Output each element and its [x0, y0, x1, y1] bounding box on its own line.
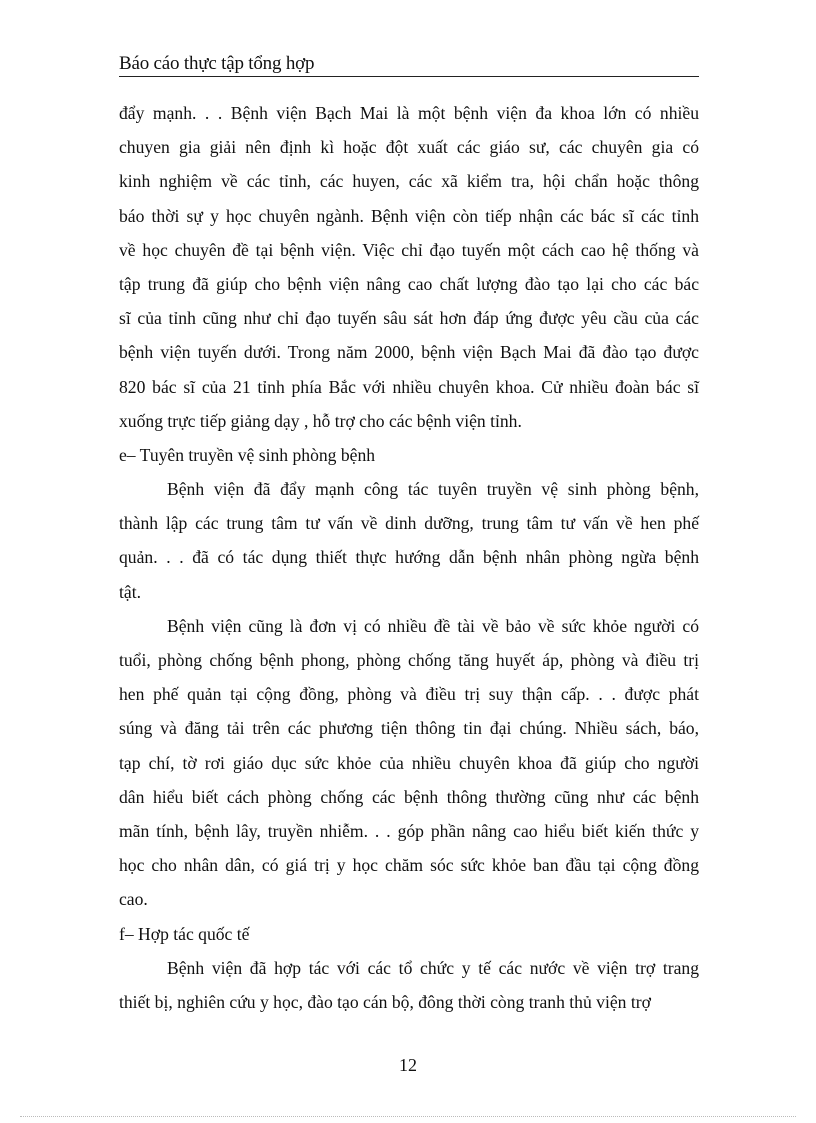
text-line: mãn tính, bệnh lây, truyền nhiễm. . . góp phần nâng cao hiểu biết kiến thức y — [119, 820, 699, 841]
text-line: xuống trực tiếp giảng dạy , hỗ trợ cho các bệnh viện tỉnh. — [119, 410, 522, 431]
text-line: đẩy mạnh. . . Bệnh viện Bạch Mai là một bệnh viện đa khoa lớn có nhiều — [119, 103, 699, 123]
page-bottom-rule — [20, 1116, 796, 1117]
text-line: tật. — [119, 581, 141, 602]
text-line: thành lập các trung tâm tư vấn về dinh dưỡng, trung tâm tư vấn về hen phế — [119, 513, 699, 534]
page-header — [119, 52, 699, 77]
text-line: 820 bác sĩ của 21 tỉnh phía Bắc với nhiều chuyên khoa. Cử nhiều đoàn bác sĩ — [119, 376, 699, 397]
text-line: báo thời sự y học chuyên ngành. Bệnh viện còn tiếp nhận các bác sĩ các tỉnh — [119, 205, 699, 226]
text-line: quản. . . đã có tác dụng thiết thực hướng dẫn bệnh nhân phòng ngừa bệnh — [119, 547, 699, 568]
text-line: f– Hợp tác quốc tế — [119, 923, 250, 944]
text-line: tập trung đã giúp cho bệnh viện nâng cao chất lượng đào tạo lại cho các bác — [119, 273, 699, 294]
text-line: cao. — [119, 889, 148, 910]
text-line: học cho nhân dân, có giá trị y học chăm sóc sức khỏe ban đầu tại cộng đồng — [119, 855, 699, 876]
text-line: Bệnh viện đã hợp tác với các tổ chức y tế các nước về viện trợ trang — [167, 957, 699, 978]
document-body — [119, 96, 699, 1019]
text-line: về học chuyên đề tại bệnh viện. Việc chỉ đạo tuyến một cách cao hệ thống và — [119, 239, 699, 260]
text-line: kinh nghiệm về các tỉnh, các huyen, các xã kiểm tra, hội chẩn hoặc thông — [119, 171, 699, 192]
text-line: Bệnh viện cũng là đơn vị có nhiều đề tài về bảo về sức khỏe người có — [167, 615, 699, 636]
text-line: chuyen gia giải nên định kì hoặc đột xuất các giáo sư, các chuyên gia có — [119, 137, 699, 158]
text-line: hen phế quản tại cộng đồng, phòng và điều trị suy thận cấp. . . được phát — [119, 684, 699, 705]
text-line: tuổi, phòng chống bệnh phong, phòng chống tăng huyết áp, phòng và điều trị — [119, 650, 699, 670]
page-number: 12 — [399, 1055, 417, 1075]
text-line: tạp chí, tờ rơi giáo dục sức khỏe của nhiều chuyên khoa đã giúp cho người — [119, 752, 699, 773]
text-line: e– Tuyên truyền vệ sinh phòng bệnh — [119, 444, 376, 465]
text-line: thiết bị, nghiên cứu y học, đào tạo cán bộ, đông thời còng tranh thủ viện trợ — [119, 991, 651, 1012]
text-line: dân hiểu biết cách phòng chống các bệnh thông thường cũng như các bệnh — [119, 786, 699, 807]
text-line: sĩ của tỉnh cũng như chỉ đạo tuyến sâu sát hơn đáp ứng được yêu cầu của các — [119, 308, 699, 329]
header-title: Báo cáo thực tập tổng hợp — [119, 53, 315, 74]
text-line: Bệnh viện đã đẩy mạnh công tác tuyên truyền vệ sinh phòng bệnh, — [167, 479, 699, 500]
text-line: súng và đăng tải trên các phương tiện thông tin đại chúng. Nhiều sách, báo, — [119, 718, 699, 739]
text-line: bệnh viện tuyến dưới. Trong năm 2000, bệnh viện Bạch Mai đã đào tạo được — [119, 342, 699, 363]
